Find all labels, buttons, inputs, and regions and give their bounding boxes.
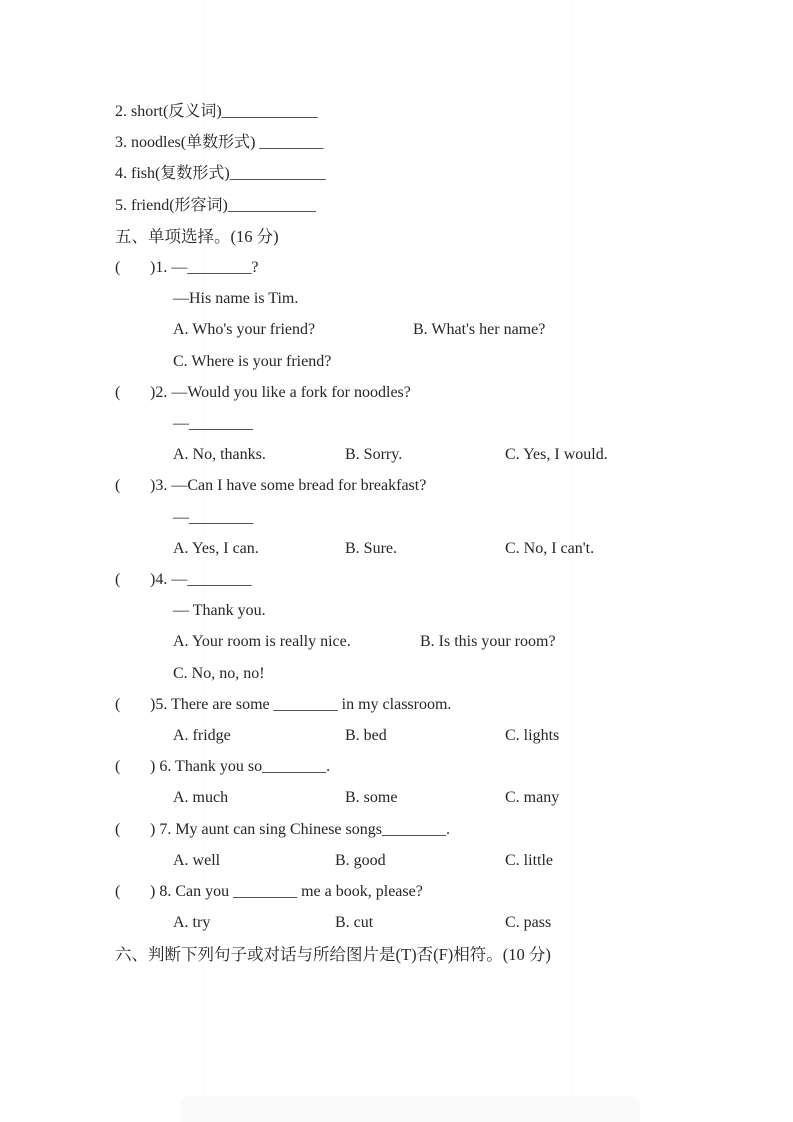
answer-bracket: ( <box>115 571 121 588</box>
question-4-options-ab <box>0 632 793 654</box>
text-segment: 3. noodles(单数形式) ________ <box>115 134 324 151</box>
question-7 <box>0 820 793 842</box>
text-segment: ) 7. My aunt can sing Chinese songs________. <box>150 821 450 838</box>
question-7-options <box>0 851 793 873</box>
choice-option-a: A. Your room is really nice. <box>173 633 351 650</box>
question-2 <box>0 383 793 405</box>
answer-bracket: ( <box>115 696 121 713</box>
question-8-options <box>0 913 793 935</box>
question-3-blank <box>0 508 793 530</box>
question-1-options-ab <box>0 320 793 342</box>
choice-option-a: A. Who's your friend? <box>173 321 316 338</box>
choice-option-c: C. Yes, I would. <box>505 446 608 463</box>
question-2-options <box>0 445 793 467</box>
question-1-reply <box>0 289 793 311</box>
text-segment: 2. short(反义词)____________ <box>115 103 318 120</box>
choice-option-b: B. What's her name? <box>413 321 546 338</box>
word-form-item-3 <box>0 133 793 155</box>
text-segment: —________ <box>173 415 253 432</box>
bottom-toolbar-shadow <box>180 1096 640 1122</box>
choice-option-c: C. pass <box>505 914 552 931</box>
text-segment: — Thank you. <box>173 602 266 619</box>
text-segment: 5. friend(形容词)___________ <box>115 197 316 214</box>
section-5-heading <box>0 227 793 249</box>
text-segment: ) 6. Thank you so________. <box>150 758 331 775</box>
text-segment: 六、判断下列句子或对话与所给图片是(T)否(F)相符。(10 分) <box>115 945 551 964</box>
choice-option-a: A. Yes, I can. <box>173 540 259 557</box>
choice-option-a: A. try <box>173 914 211 931</box>
choice-option-b: B. Sorry. <box>345 446 403 463</box>
choice-option-c: C. No, no, no! <box>173 665 265 682</box>
question-6 <box>0 757 793 779</box>
answer-bracket: ( <box>115 821 121 838</box>
choice-option-a: A. well <box>173 852 221 869</box>
question-6-options <box>0 788 793 810</box>
answer-bracket: ( <box>115 758 121 775</box>
question-1 <box>0 258 793 280</box>
choice-option-b: B. cut <box>335 914 374 931</box>
question-5-options <box>0 726 793 748</box>
choice-option-b: B. good <box>335 852 386 869</box>
question-3 <box>0 476 793 498</box>
text-segment: —________ <box>173 509 253 526</box>
choice-option-c: C. little <box>505 852 553 869</box>
question-4-reply <box>0 601 793 623</box>
text-segment: 4. fish(复数形式)____________ <box>115 165 326 182</box>
section-6-heading <box>0 945 793 967</box>
question-3-options <box>0 539 793 561</box>
choice-option-c: C. Where is your friend? <box>173 353 332 370</box>
choice-option-c: C. No, I can't. <box>505 540 595 557</box>
answer-bracket: ( <box>115 384 121 401</box>
question-1-option-c <box>0 352 793 374</box>
choice-option-c: C. many <box>505 789 560 806</box>
answer-bracket: ( <box>115 477 121 494</box>
word-form-item-5 <box>0 196 793 218</box>
text-segment: 五、单项选择。(16 分) <box>115 227 279 246</box>
word-form-item-2 <box>0 102 793 124</box>
choice-option-a: A. No, thanks. <box>173 446 266 463</box>
text-segment: —His name is Tim. <box>173 290 299 307</box>
text-segment: )1. —________? <box>150 259 259 276</box>
choice-option-b: B. bed <box>345 727 387 744</box>
question-4 <box>0 570 793 592</box>
word-form-item-4 <box>0 164 793 186</box>
question-8 <box>0 882 793 904</box>
question-5 <box>0 695 793 717</box>
question-2-blank <box>0 414 793 436</box>
question-4-option-c <box>0 664 793 686</box>
text-segment: )3. —Can I have some bread for breakfast? <box>150 477 427 494</box>
text-segment: )2. —Would you like a fork for noodles? <box>150 384 411 401</box>
answer-bracket: ( <box>115 883 121 900</box>
text-segment: )5. There are some ________ in my classroom. <box>150 696 452 713</box>
answer-bracket: ( <box>115 259 121 276</box>
choice-option-c: C. lights <box>505 727 560 744</box>
text-segment: )4. —________ <box>150 571 252 588</box>
choice-option-a: A. fridge <box>173 727 231 744</box>
choice-option-b: B. some <box>345 789 398 806</box>
text-segment: ) 8. Can you ________ me a book, please? <box>150 883 423 900</box>
choice-option-a: A. much <box>173 789 229 806</box>
choice-option-b: B. Is this your room? <box>420 633 556 650</box>
choice-option-b: B. Sure. <box>345 540 397 557</box>
